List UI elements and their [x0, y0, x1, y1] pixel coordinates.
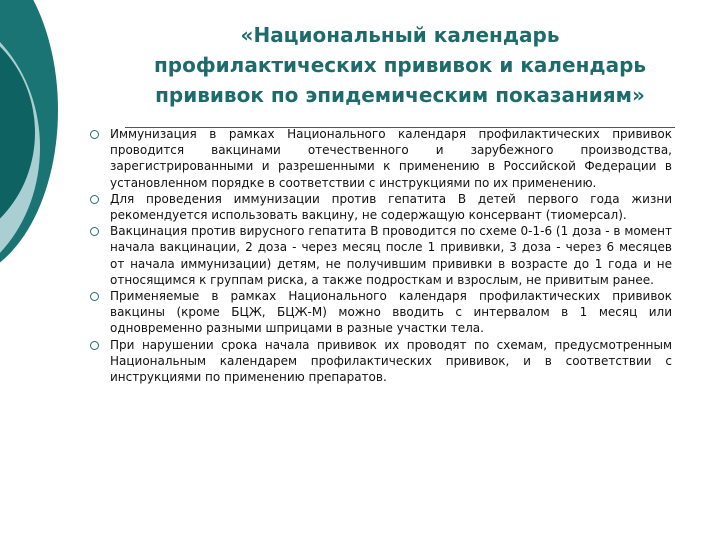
- list-item-text: Для проведения иммунизации против гепатита B детей первого года жизни рекомендуется использовать вакцину, не содержащую консервант (тиомерсал).: [110, 191, 672, 223]
- list-item: [88, 223, 672, 288]
- hollow-circle-bullet-icon: [90, 341, 99, 350]
- list-item-text: Иммунизация в рамках Национального календаря профилактических прививок проводится вакцинами отечественного и зарубежного производства, зарегистрированными и разрешенными к применению в Российской Федерации в установленном порядке в соответствии с инструкциями по их применению.: [110, 127, 672, 190]
- list-item-text: Вакцинация против вирусного гепатита B проводится по схеме 0-1-6 (1 доза - в момент начала вакцинации, 2 доза - через месяц после 1 прививки, 3 доза - через 6 месяцев от начала иммунизации) детям, не получившим прививки в возрасте до 1 года и не относящимся к группам риска, а также подросткам и взрослым, не привитым ранее.: [110, 224, 672, 287]
- hollow-circle-bullet-icon: [90, 227, 99, 236]
- list-item: [88, 288, 672, 337]
- slide-title: «Национальный календарь профилактических прививок и календарь прививок по эпидемическим показаниям»: [153, 23, 647, 107]
- slide-content: [88, 126, 672, 385]
- decorative-circles: [0, 0, 80, 300]
- list-item: [88, 337, 672, 386]
- hollow-circle-bullet-icon: [90, 292, 99, 301]
- list-item: [88, 191, 672, 223]
- bullet-list: [88, 126, 672, 385]
- list-item-text: При нарушении срока начала прививок их проводят по схемам, предусмотренным Национальным календарем профилактических прививок, и в соответствии с инструкциями по применению препаратов.: [110, 337, 672, 385]
- list-item: [88, 126, 672, 191]
- hollow-circle-bullet-icon: [90, 195, 99, 204]
- list-item-text: Применяемые в рамках Национального календаря профилактических прививок вакцины (кроме БЦЖ, БЦЖ-М) можно вводить с интервалом в 1 месяц или одновременно разными шприцами в разные участки тела.: [110, 289, 672, 336]
- hollow-circle-bullet-icon: [90, 130, 99, 139]
